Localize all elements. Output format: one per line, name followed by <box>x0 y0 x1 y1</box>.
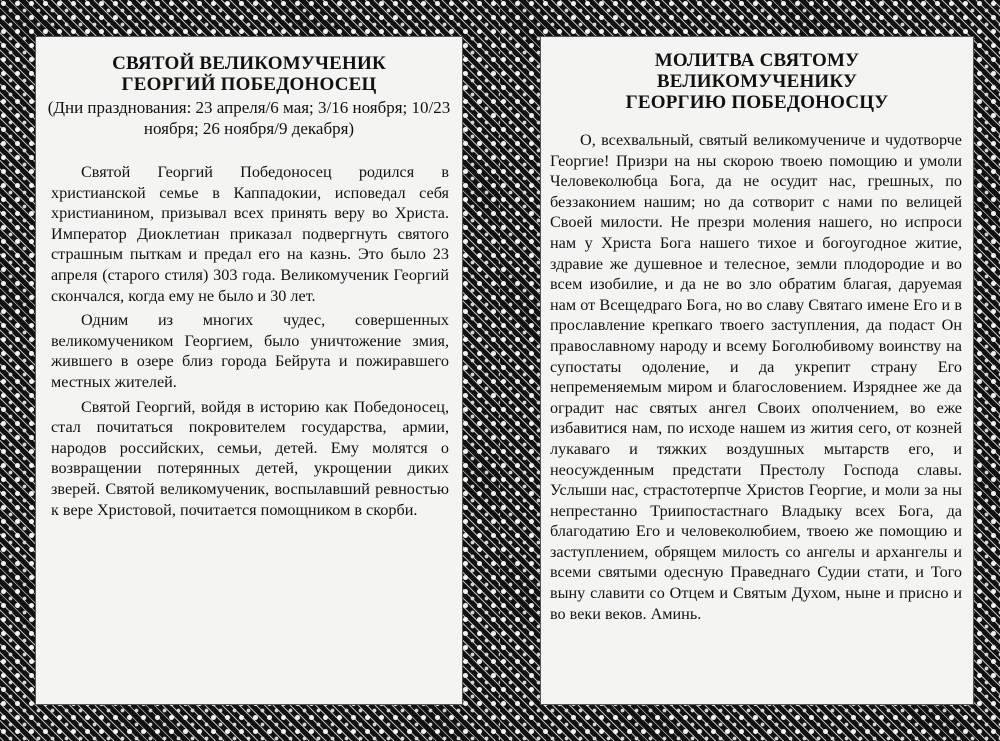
right-ornamental-frame <box>500 0 1000 741</box>
left-card <box>35 36 463 705</box>
prayer-title <box>540 50 974 113</box>
paragraph-miracle: Одним из многих чудес, совершенных великомучеником Георгием, было уничтожение змия, жившего в озере близ города Бейрута и пожиравшего местных жителей. <box>51 311 449 391</box>
left-title-line-2: ГЕОРГИЙ ПОБЕДОНОСЕЦ <box>121 74 377 95</box>
prayer-body <box>540 130 974 624</box>
left-card-body <box>35 162 463 520</box>
left-title-line-1: СВЯТОЙ ВЕЛИКОМУЧЕНИК <box>112 53 386 74</box>
paragraph-patronage: Святой Георгий, войдя в историю как Победоносец, стал почитаться покровителем государства, армии, народов российских, семьи, детей. Ему молятся о возвращении потерянных детей, укрощении диких зверей. Святой великомученик, воспылавший ревностью к вере Христовой, почитается помощником в скорби. <box>51 397 449 519</box>
left-card-title <box>35 53 463 95</box>
feast-days-subtitle: (Дни празднования: 23 апреля/6 мая; 3/16 ноября; 10/23 ноября; 26 ноября/9 декабря) <box>47 98 451 138</box>
prayer-text: О, всехвальный, святый великомучениче и чудотворче Георгие! Призри на ны скорою твоею помощию и умоли Человеколюбца Бога, да не осудит нас, грешных, по беззаконием нашим; но да сотворит с нами по велицей Своей милости. Не презри моления нашего, но испроси нам у Христа Бога нашего тихое и богоугодное житие, здравие же душевное и телесное, земли плодородие и во всем изобилие, и да не во зло обратим благая, даруемая нам от Всещедраго Бога, но во славу Святаго имене Его и в прославление крепкаго твоего заступления, да подаст Он православному народу и всему Боголюбивому воинству на супостаты одоление, и да укрепит страну Его непременяемым миром и благословением. Изряднее же да оградит нас святых ангел Своих ополчением, во еже избавитися нам, по исходе нашем из жития сего, от козней лукаваго и тяжких воздушных мытарств его, и неосужденным предстати Престолу Господа славы. Услыши нас, страстотерпче Христов Георгие, и моли за ны непрестанно Триипостастнаго Владыку всех Бога, да благодатию Его и человеколюбием, твоею же помощию и заступлением, обрящем милость со ангелы и архангелы и всеми святыми одесную Праведнаго Судии стати, и Того выну славити со Отцем и Святым Духом, ныне и присно и во веки веков. Аминь. <box>550 131 962 623</box>
paragraph-biography: Святой Георгий Победоносец родился в христианской семье в Каппадокии, исповедал себя христианином, призывал всех принять веру во Христа. Император Диоклетиан приказал подвергнуть святого страшным пыткам и предал его на казнь. Это было 23 апреля (старого стиля) 303 года. Великомученик Георгий скончался, когда ему не было и 30 лет. <box>51 163 449 305</box>
prayer-title-line-3: ГЕОРГИЮ ПОБЕДОНОСЦУ <box>625 92 889 113</box>
prayer-title-line-1: МОЛИТВА СВЯТОМУ <box>654 50 860 71</box>
right-card <box>540 36 974 705</box>
prayer-title-line-2: ВЕЛИКОМУЧЕНИКУ <box>656 71 858 92</box>
